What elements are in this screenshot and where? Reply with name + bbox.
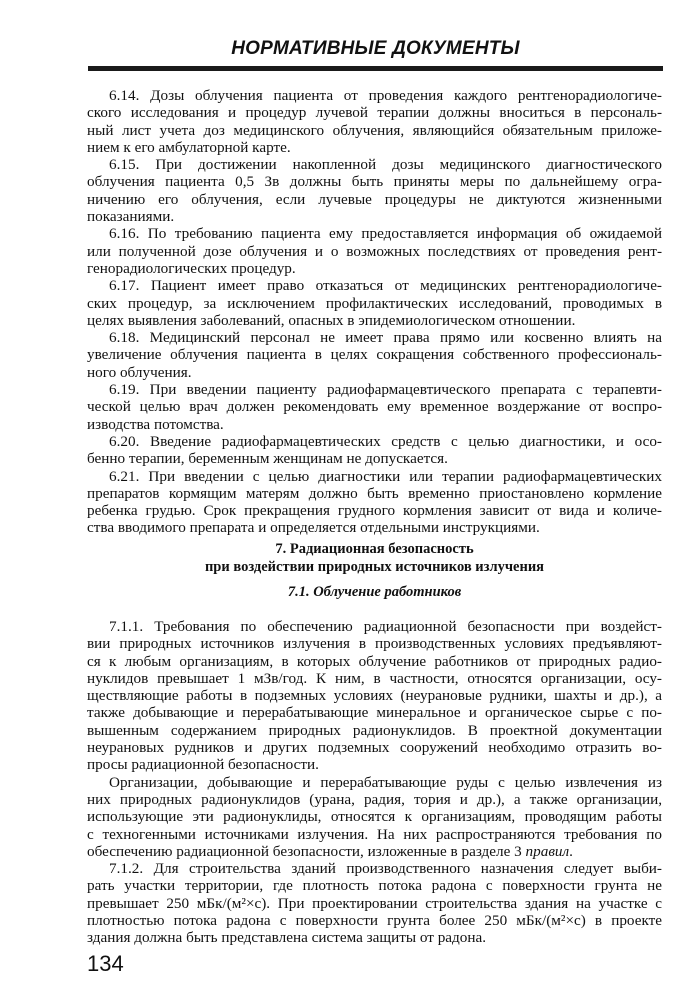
text-line bbox=[87, 860, 662, 877]
text-line bbox=[87, 895, 662, 912]
text-line-content: 6.14. Дозы облучения пациента от проведения каждого рентгенорадиологиче- bbox=[109, 87, 662, 104]
text-line bbox=[87, 791, 662, 808]
text-line-content: ся к любым организациям, в которых облучение работников от природных радио- bbox=[87, 652, 662, 670]
text-line bbox=[87, 225, 662, 242]
text-line bbox=[87, 774, 662, 791]
section-7-heading-line1: 7. Радиационная безопасность bbox=[275, 541, 474, 557]
text-line bbox=[87, 122, 662, 139]
text-line-content: обеспечению радиационной безопасности, изложенные в разделе 3 bbox=[87, 842, 526, 860]
text-line-content: ских процедур, за исключением профилактических исследований, проводимых в bbox=[87, 294, 662, 312]
text-line bbox=[87, 381, 662, 398]
text-line bbox=[87, 312, 662, 329]
text-line-content: также добывающие и перерабатывающие минеральное и органическое сырье с по- bbox=[87, 704, 662, 722]
text-line bbox=[87, 756, 662, 773]
paragraph bbox=[87, 156, 662, 225]
running-title: НОРМАТИВНЫЕ ДОКУМЕНТЫ bbox=[231, 38, 520, 59]
text-line bbox=[87, 653, 662, 670]
text-line bbox=[87, 346, 662, 363]
text-line-content: здания должна быть представлена система защиты от радона. bbox=[87, 929, 487, 947]
text-line bbox=[87, 329, 662, 346]
text-line-content: Организации, добывающие и перерабатывающие руды с целью извлечения из bbox=[109, 773, 662, 791]
text-line bbox=[87, 87, 662, 104]
header-rule bbox=[88, 66, 663, 71]
text-line-content: ного облучения. bbox=[87, 363, 192, 381]
text-line-content: вышенным содержанием природных радионуклидов. В проектной документации bbox=[87, 721, 662, 739]
text-line-content: 6.17. Пациент имеет право отказаться от медицинских рентгенорадиологиче- bbox=[109, 277, 662, 295]
text-line-content: просы радиационной безопасности. bbox=[87, 756, 319, 774]
text-line-content: рать участки территории, где плотность потока радона с поверхности грунта не bbox=[87, 877, 662, 895]
paragraph bbox=[87, 87, 662, 156]
text-line-content: 7.1.2. Для строительства зданий производственного назначения следует выби- bbox=[109, 860, 662, 878]
text-line bbox=[87, 843, 662, 860]
text-line bbox=[87, 912, 662, 929]
text-line-content: с техногенными источниками излучения. На них распространяются требования по bbox=[87, 825, 662, 843]
text-line bbox=[87, 739, 662, 756]
text-line-content: 6.16. По требованию пациента ему предоставляется информация об ожидаемой bbox=[109, 225, 662, 243]
text-line bbox=[87, 502, 662, 519]
text-line-content: 6.20. Введение радиофармацевтических средств с целью диагностики, и осо- bbox=[109, 432, 662, 450]
subsection-7-1-heading: 7.1. Облучение работников bbox=[287, 584, 462, 600]
paragraph bbox=[87, 468, 662, 537]
text-line bbox=[87, 398, 662, 415]
text-line bbox=[87, 364, 662, 381]
text-line bbox=[87, 191, 662, 208]
text-line-content: 6.19. При введении пациенту радиофармацевтического препарата с терапевти- bbox=[109, 381, 662, 399]
text-line bbox=[87, 704, 662, 721]
text-line-content: генорадиологических процедур. bbox=[87, 259, 296, 277]
text-line-content: целях выявления заболеваний, опасных в эпидемиологическом отношении. bbox=[87, 311, 576, 329]
text-line-content: плотностью потока радона с поверхности грунта более 250 мБк/(м²×с) в проекте bbox=[87, 912, 662, 930]
text-line-content: ществляющие работы в подземных условиях (неурановые рудники, шахты и др.), а bbox=[87, 687, 662, 705]
paragraph bbox=[87, 433, 662, 468]
text-line bbox=[87, 260, 662, 277]
text-line-content: неурановых рудников и других подземных сооружений необходимо отразить во- bbox=[87, 739, 662, 757]
page-number: 134 bbox=[87, 951, 124, 976]
text-line bbox=[87, 139, 662, 156]
paragraph bbox=[87, 774, 662, 860]
text-line-content: ческой целью врач должен рекомендовать ему временное воздержание от воспро- bbox=[87, 398, 662, 416]
text-line-content: увеличение облучения пациента в целях сокращения собственного профессиональ- bbox=[87, 346, 662, 364]
text-line-content: ства вводимого препарата и определяется отдельными инструкциями. bbox=[87, 519, 540, 537]
section-6-text bbox=[87, 87, 662, 537]
text-line bbox=[87, 416, 662, 433]
text-line bbox=[87, 635, 662, 652]
section-7-text bbox=[87, 618, 662, 947]
text-line-content: вии природных источников излучения в производственных условиях предъявляют- bbox=[87, 635, 662, 653]
text-line bbox=[87, 519, 662, 536]
text-line-content: них природных радионуклидов (урана, радия, тория и др.), а также организации, bbox=[87, 790, 662, 808]
text-line-content: 6.18. Медицинский персонал не имеет права прямо или косвенно влиять на bbox=[109, 329, 662, 347]
text-line bbox=[87, 104, 662, 121]
paragraph bbox=[87, 860, 662, 946]
punctuation: . bbox=[569, 842, 573, 860]
paragraph bbox=[87, 329, 662, 381]
text-line-content: облучения пациента 0,5 Зв должны быть приняты меры по дальнейшему огра- bbox=[87, 173, 662, 191]
text-line bbox=[87, 826, 662, 843]
text-line bbox=[87, 243, 662, 260]
text-line bbox=[87, 433, 662, 450]
text-line bbox=[87, 808, 662, 825]
text-line bbox=[87, 208, 662, 225]
paragraph bbox=[87, 381, 662, 433]
text-line bbox=[87, 485, 662, 502]
paragraph bbox=[87, 618, 662, 774]
italic-reference: правил bbox=[525, 842, 570, 860]
text-line-content: ный лист учета доз медицинского облучения, являющийся обязательным приложе- bbox=[87, 121, 662, 139]
text-line-content: препаратов кормящим матерям должно быть временно приостановлено кормление bbox=[87, 484, 662, 502]
text-line bbox=[87, 877, 662, 894]
text-line-content: ского исследования и процедур лучевой терапии должны вноситься в персональ- bbox=[87, 104, 662, 122]
text-line-content: ничению его облучения, если лучевые процедуры не диктуются жизненными bbox=[87, 190, 662, 208]
text-line bbox=[87, 295, 662, 312]
text-line bbox=[87, 618, 662, 635]
text-line bbox=[87, 722, 662, 739]
text-line-content: 6.21. При введении с целью диагностики или терапии радиофармацевтических bbox=[109, 467, 662, 485]
text-line bbox=[87, 670, 662, 687]
text-line-content: показаниями. bbox=[87, 208, 175, 226]
text-line bbox=[87, 929, 662, 946]
text-line bbox=[87, 687, 662, 704]
text-line-content: 7.1.1. Требования по обеспечению радиационной безопасности при воздейст- bbox=[109, 618, 662, 635]
text-line bbox=[87, 156, 662, 173]
text-line-content: нием к его амбулаторной карте. bbox=[87, 138, 291, 156]
text-line bbox=[87, 468, 662, 485]
text-line bbox=[87, 277, 662, 294]
text-line-content: или полученной дозе облучения и о возможных последствиях от проведения рент- bbox=[87, 242, 662, 260]
text-line-content: изводства потомства. bbox=[87, 415, 224, 433]
text-line-content: превышает 250 мБк/(м²×с). При проектировании строительства здания на участке с bbox=[87, 894, 662, 912]
text-line-content: использующие эти радионуклиды, относятся к организациям, проводящим работы bbox=[87, 808, 662, 826]
text-line bbox=[87, 450, 662, 467]
text-line-content: нуклидов превышает 1 мЗв/год. К ним, в частности, относятся организации, осу- bbox=[87, 669, 662, 687]
text-line-content: 6.15. При достижении накопленной дозы медицинского диагностического bbox=[109, 156, 662, 174]
paragraph bbox=[87, 277, 662, 329]
text-line-content: бенно терапии, беременным женщинам не допускается. bbox=[87, 450, 448, 468]
section-7-heading-line2: при воздействии природных источников излучения bbox=[204, 559, 545, 575]
paragraph bbox=[87, 225, 662, 277]
text-line-content: ребенка грудью. Срок прекращения грудного кормления зависит от вида и количе- bbox=[87, 502, 662, 520]
text-line bbox=[87, 173, 662, 190]
